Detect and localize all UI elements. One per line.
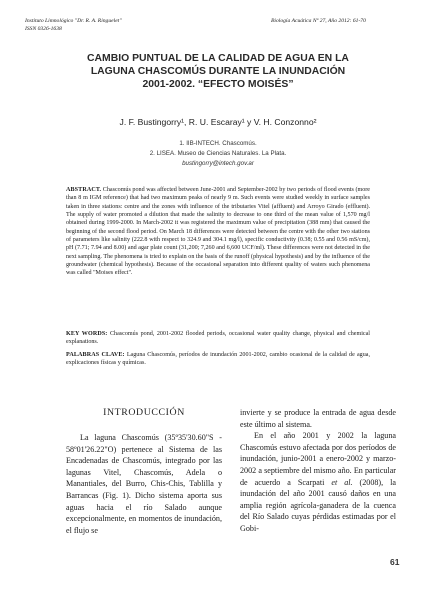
journal-issn: ISSN 0326-1638 <box>25 26 62 32</box>
intro-paragraph-2: En el año 2001 y 2002 la laguna Chascomús estuvo afectada por dos períodos de inundación, junio-2001 a enero-2002 y marzo-2002 a septiembre del mismo año. En particular de acuerdo a Scarpati et al. (2008), la inundación del año 2001 causó daños en una amplia región agrícola-ganadera de la cuenca del Río Salado cuyas pérdidas estimadas por el Gobi- <box>240 431 396 533</box>
author-email: bustingorry@intech.gov.ar <box>182 160 254 167</box>
affiliation-1: 1. IIB-INTECH. Chascomús. <box>179 140 257 147</box>
title-line-3: 2001-2002. “EFECTO MOISÉS” <box>142 79 294 90</box>
palabras-clave-label: PALABRAS CLAVE: <box>66 352 125 358</box>
running-header-left <box>25 17 122 33</box>
page-number: 61 <box>390 557 400 567</box>
keywords <box>66 330 370 347</box>
body-column-right <box>240 407 396 535</box>
abstract <box>66 186 370 278</box>
affiliation-2: 2. LISEA. Museo de Ciencias Naturales. La Plata. <box>149 150 287 157</box>
palabras-clave <box>66 351 370 368</box>
title-line-2: LAGUNA CHASCOMÚS DURANTE LA INUNDACIÓN <box>90 66 346 77</box>
section-heading: INTRODUCCIÓN <box>103 407 185 418</box>
journal-institution: Instituto Limnológico "Dr. R. A. Ringuelet" <box>25 18 122 24</box>
intro-paragraph-continued: invierte y se produce la entrada de agua desde este último al sistema. <box>240 408 396 429</box>
running-header-right: Biología Acuática Nº 27, Año 2012: 61-70 <box>271 18 366 24</box>
keywords-text: Chascomús pond, 2001-2002 flooded periods, occasional water quality change, physical and chemical explanations. <box>66 331 371 346</box>
abstract-label: ABSTRACT. <box>66 187 102 193</box>
abstract-text: Chascomús pond was affected between June-2001 and September-2002 by two periods of flood events (more than 8 m IGM reference) that had two maximum peaks of nearly 9 m. Such events were studied weekly in surface samples taken in three stations: centre and the zones with influence of the tributaries Vitel (affluent) and Arroyo Girado (effluent). The supply of water promoted a dilution that made the salinity to decrease to one third of the mean value of 1,570 mg/l obtained during 1999-2000. In March-2002 it was registered the maximum value of precipitation (388 mm) that caused the beginning of the second flood period. On March 18 differences were detected between the centre with the other two stations of parameters like salinity (222.8 with respect to 324.9 and 304.1 mg/l), specific conductivity (0.38; 0.55 and 0.56 mS/cm), pH (7.71; 7.94 and 8.00) and agar plate count (31,200; 7,260 and 6,600 UCF/ml). These differences were not detected in the next sampling. The phenomena is tried to explain on the basis of the runoff (physical hypothesis) and by the influence of the groundwater (chemical hypothesis). Because of the occasional separation into different quality of waters such phenomena was called "Moises effect". <box>66 187 371 277</box>
citation-et-al: et al. <box>331 477 353 487</box>
palabras-clave-text: Laguna Chascomús, períodos de inundación 2001-2002, cambio ocasional de la calidad de agua, explicaciones físicas y químicas. <box>66 352 370 367</box>
body-column-left <box>66 432 222 536</box>
author-list: J. F. Bustingorry¹, R. U. Escaray¹ y V. H. Conzonno² <box>119 117 317 127</box>
intro-paragraph-1: La laguna Chascomús (35º35'30.60"S - 58º01'26.22"O) pertenece al Sistema de las Encadenadas de Chascomús, integrado por las lagunas Vitel, Chascomús, Adela o Manantiales, del Burro, Chis-Chis, Tablilla y Barrancas (Fig. 1). Dicho sistema aporta sus aguas hacia el río Salado aunque excepcionalmente, en momentos de inundación, el flujo se <box>66 433 222 535</box>
keywords-label: KEY WORDS: <box>66 331 108 337</box>
title-line-1: CAMBIO PUNTUAL DE LA CALIDAD DE AGUA EN LA <box>87 53 349 64</box>
article-title <box>60 52 376 91</box>
